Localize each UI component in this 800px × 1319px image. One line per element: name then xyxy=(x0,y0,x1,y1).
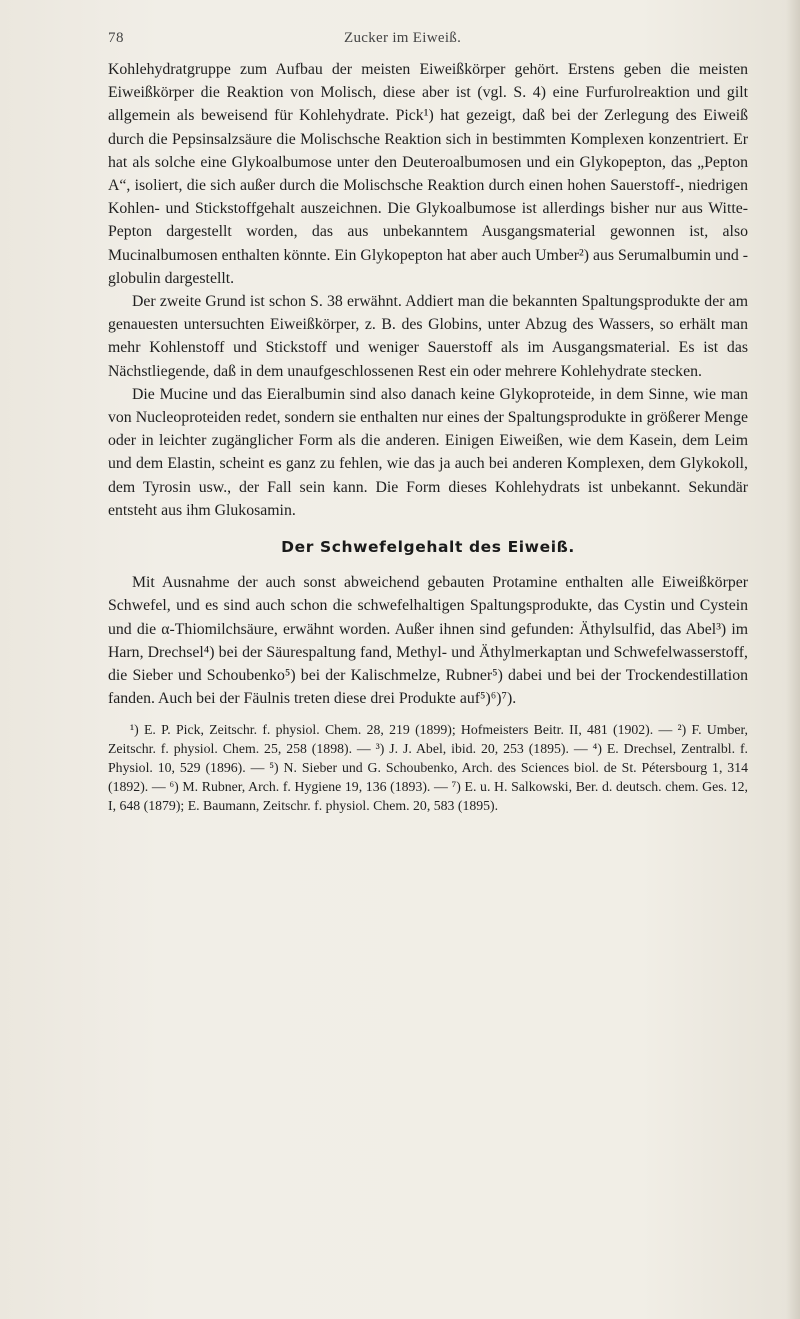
section-heading: Der Schwefelgehalt des Eiweiß. xyxy=(281,538,575,557)
section-paragraph-1: Mit Ausnahme der auch sonst abweichend gebauten Protamine enthalten alle Eiweißkörper Schwefel, und es sind auch schon die schwefelhaltigen Spaltungsprodukte, das Cystin und Cystein und die α-Thiomilchsäure, erwähnt worden. Außer ihnen sind gefunden: Äthylsulfid, das Abel³) im Harn, Drechsel⁴) bei der Säurespaltung fand, Methyl- und Äthylmerkaptan und Schwefelwasserstoff, die Sieber und Schoubenko⁵) bei der Kalischmelze, Rubner⁵) dabei und bei der Trockendestillation fanden. Auch bei der Fäulnis treten diese drei Produkte auf⁵)⁶)⁷). xyxy=(108,574,748,708)
paragraph-3: Die Mucine und das Eieralbumin sind also danach keine Glykoproteide, in dem Sinne, wie man von Nucleoproteiden redet, sondern sie enthalten nur eines der Spaltungsprodukte in größerer Menge oder in leichter zugänglicher Form als die anderen. Einigen Eiweißen, wie dem Kasein, dem Leim und dem Elastin, scheint es ganz zu fehlen, wie das ja auch bei anderen Komplexen, dem Glykokoll, dem Tyrosin usw., der Fall sein kann. Die Form dieses Kohlehydrats ist unbekannt. Sekundär entsteht aus ihm Glukosamin. xyxy=(108,385,748,519)
running-title: Zucker im Eiweiß. xyxy=(344,30,462,46)
paragraph-1: Kohlehydratgruppe zum Aufbau der meisten Eiweißkörper gehört. Erstens geben die meisten Eiweißkörper die Reaktion von Molisch, diese aber ist (vgl. S. 4) eine Furfurolreaktion und gilt allgemein als beweisend für Kohlehydrate. Pick¹) hat gezeigt, daß bei der Zerlegung des Eiweiß durch die Pepsinsalzsäure die Molischsche Reaktion sich in bestimmten Komplexen konzentriert. Er hat als solche eine Glykoalbumose unter den Deuteroalbumosen und ein Glykopepton, das „Pepton A“, isoliert, die sich außer durch die Molischsche Reaktion durch einen hohen Sauerstoff-, niedrigen Kohlen- und Stickstoffgehalt auszeichnen. Die Glykoalbumose ist allerdings bisher nur aus Witte-Pepton dargestellt worden, das aus unbekanntem Ausgangsmaterial gewonnen ist, also Mucinalbumosen enthalten könnte. Ein Glykopepton hat aber auch Umber²) aus Serumalbumin und -globulin dargestellt. xyxy=(108,61,748,287)
footnote-block: ¹) E. P. Pick, Zeitschr. f. physiol. Chem. 28, 219 (1899); Hofmeisters Beitr. II, 481 (1902). — ²) F. Umber, Zeitschr. f. physiol. Chem. 25, 258 (1898). — ³) J. J. Abel, ibid. 20, 253 (1895). — ⁴) E. Drechsel, Zentralbl. f. Physiol. 10, 529 (1896). — ⁵) N. Sieber und G. Schoubenko, Arch. des Sciences biol. de St. Pétersbourg 1, 314 (1892). — ⁶) M. Rubner, Arch. f. Hygiene 19, 136 (1893). — ⁷) E. u. H. Salkowski, Ber. d. deutsch. chem. Ges. 12, I, 648 (1879); E. Baumann, Zeitschr. f. physiol. Chem. 20, 583 (1895). xyxy=(108,722,748,814)
main-text xyxy=(108,58,748,710)
page-edge-shadow xyxy=(786,0,800,1319)
footnotes xyxy=(108,720,748,815)
page-header xyxy=(108,30,748,58)
page-number: 78 xyxy=(108,30,124,46)
paragraph-2: Der zweite Grund ist schon S. 38 erwähnt. Addiert man die bekannten Spaltungsprodukte der am genauesten untersuchten Eiweißkörper, z. B. des Globins, unter Abzug des Wassers, so erhält man mehr Kohlenstoff und Stickstoff und weniger Sauerstoff als im Ausgangsmaterial. Es ist das Nächstliegende, daß in dem unaufgeschlossenen Rest ein oder mehrere Kohlehydrate stecken. xyxy=(108,293,748,380)
